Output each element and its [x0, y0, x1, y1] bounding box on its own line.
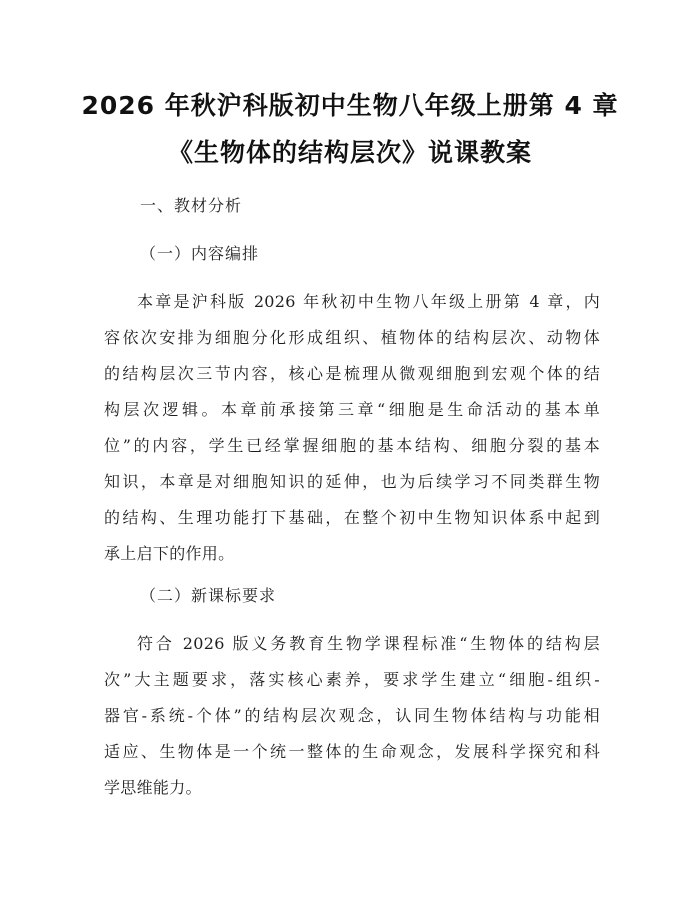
paragraph-line: 适应、生物体是一个统一整体的生命观念，发展科学探究和科 — [104, 742, 600, 761]
document-title-line-1: 2026 年秋沪科版初中生物八年级上册第 4 章 — [81, 91, 619, 120]
document-title-line-2: 《生物体的结构层次》说课教案 — [167, 138, 532, 167]
subsection-heading-new-curriculum-requirements: （二）新课标要求 — [140, 586, 277, 605]
paragraph-line: 符合 2026 版义务教育生物学课程标准“生物体的结构层 — [137, 634, 600, 653]
paragraph-line: 的结构层次三节内容，核心是梳理从微观细胞到宏观个体的结 — [104, 364, 600, 383]
paragraph-content-arrangement — [104, 284, 600, 572]
paragraph-line: 次”大主题要求，落实核心素养，要求学生建立“细胞-组织- — [104, 670, 600, 689]
paragraph-line: 知识，本章是对细胞知识的延伸，也为后续学习不同类群生物 — [104, 472, 600, 491]
paragraph-line: 的结构、生理功能打下基础，在整个初中生物知识体系中起到 — [104, 508, 600, 527]
section-heading-textbook-analysis: 一、教材分析 — [140, 196, 243, 215]
subsection-heading-content-arrangement: （一）内容编排 — [140, 244, 260, 263]
paragraph-line: 构层次逻辑。本章前承接第三章“细胞是生命活动的基本单 — [104, 400, 600, 419]
paragraph-line: 位”的内容，学生已经掌握细胞的基本结构、细胞分裂的基本 — [104, 436, 600, 455]
paragraph-line: 容依次安排为细胞分化形成组织、植物体的结构层次、动物体 — [104, 328, 600, 347]
paragraph-line: 学思维能力。 — [104, 778, 202, 797]
paragraph-curriculum-requirements — [104, 626, 600, 806]
paragraph-line: 器官-系统-个体”的结构层次观念，认同生物体结构与功能相 — [104, 706, 600, 725]
paragraph-line: 本章是沪科版 2026 年秋初中生物八年级上册第 4 章，内 — [137, 292, 600, 311]
paragraph-line: 承上启下的作用。 — [104, 544, 235, 563]
